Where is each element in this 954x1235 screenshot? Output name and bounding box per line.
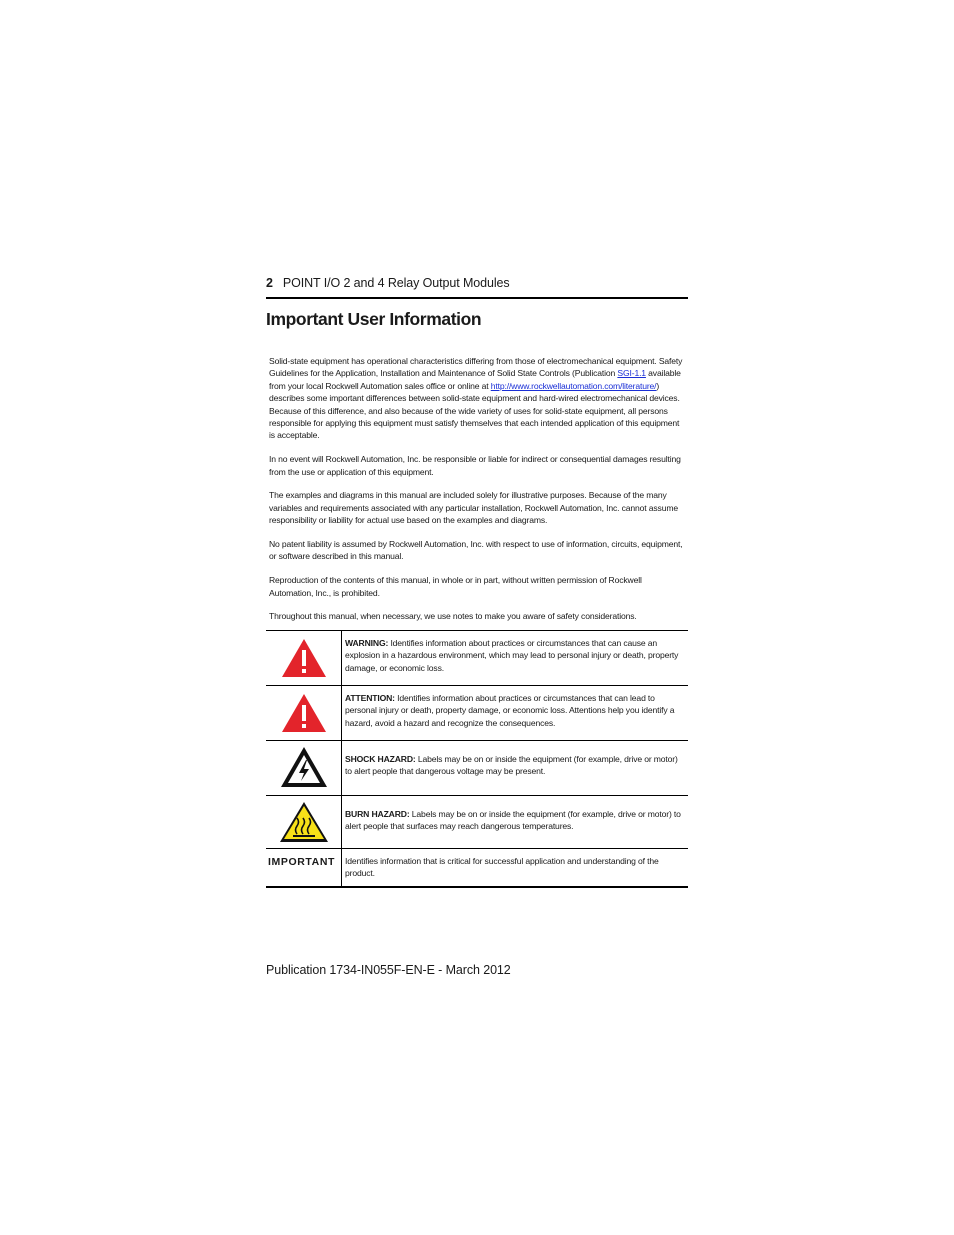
safety-notes-table	[266, 630, 688, 888]
paragraph-examples: The examples and diagrams in this manual are included solely for illustrative purposes. Because of the many variables and requirements associated with any particular installation, Rockwell Automation, Inc. cannot assume responsibility or liability for actual use based on the examples and diagrams.	[269, 490, 678, 526]
note-row-warning: WARNING: Identifies information about practices or circumstances that can cause an explosion in a hazardous environment, which may lead to personal injury or death, property damage, or economic loss.	[266, 631, 688, 686]
literature-url-link[interactable]: http://www.rockwellautomation.com/literature/	[490, 380, 657, 391]
note-row-burn-hazard: BURN HAZARD: Labels may be on or inside the equipment (for example, drive or motor) to alert people that surfaces may reach dangerous temperatures.	[266, 796, 688, 849]
paragraph-liability: In no event will Rockwell Automation, Inc. be responsible or liable for indirect or consequential damages resulting from the use or application of this equipment.	[269, 454, 681, 477]
burn-hazard-icon	[279, 801, 329, 843]
paragraph-patent: No patent liability is assumed by Rockwell Automation, Inc. with respect to use of information, circuits, equipment, or software described in this manual.	[269, 539, 683, 562]
note-row-shock-hazard: SHOCK HAZARD: Labels may be on or inside the equipment (for example, drive or motor) to alert people that dangerous voltage may be present.	[266, 741, 688, 796]
paragraph-solid-state: Solid-state equipment has operational characteristics differing from those of electromechanical equipment. Safety Guidelines for the Application, Installation and Maintenance of Solid State Controls (Publication SGI-1.1 available from your local Rockwell Automation sales office or online at http://www.rockwellautomation.com/literature/) describes some important differences between solid-state equipment and hard-wired electromechanical devices. Because of this difference, and also because of the wide variety of uses for solid-state equipment, all persons responsible for applying this equipment must satisfy themselves that each intended application of this equipment is acceptable.	[269, 356, 683, 441]
header-divider	[266, 297, 688, 299]
shock-hazard-icon	[280, 746, 328, 788]
publication-footer: Publication 1734-IN055F-EN-E - March 2012	[266, 963, 511, 977]
running-header	[266, 274, 688, 292]
document-title: POINT I/O 2 and 4 Relay Output Modules	[282, 276, 510, 290]
important-label: IMPORTANT	[268, 856, 336, 868]
paragraph-reproduction: Reproduction of the contents of this manual, in whole or in part, without written permission of Rockwell Automation, Inc., is prohibited.	[269, 575, 642, 598]
page-number: 2	[266, 276, 273, 290]
warning-icon	[280, 637, 328, 679]
section-title: Important User Information	[266, 309, 482, 329]
note-row-important	[266, 849, 688, 887]
paragraph-notes-intro: Throughout this manual, when necessary, we use notes to make you aware of safety considerations.	[269, 611, 637, 622]
note-row-attention: ATTENTION: Identifies information about practices or circumstances that can lead to personal injury or death, property damage, or economic loss. Attentions help you identify a hazard, avoid a hazard and recognize the consequences.	[266, 686, 688, 741]
attention-icon	[280, 692, 328, 734]
body-text	[269, 355, 687, 634]
sgi-publication-link[interactable]: SGI-1.1	[617, 368, 646, 379]
important-text: Identifies information that is critical for successful application and understanding of the product.	[342, 849, 689, 887]
